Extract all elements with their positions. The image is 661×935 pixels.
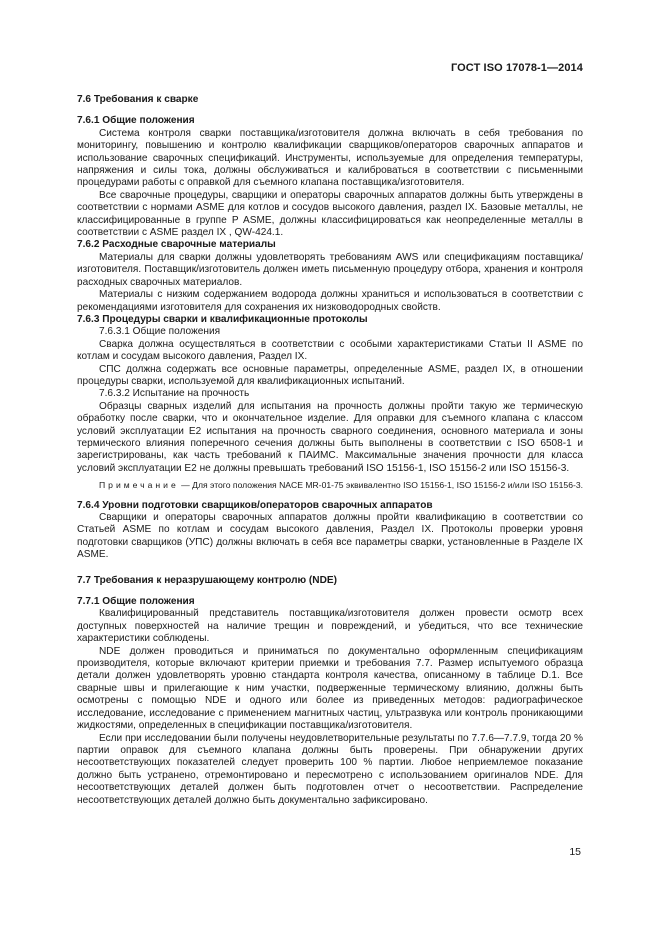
- section-heading-7-6: 7.6 Требования к сварке: [77, 94, 199, 105]
- note: [77, 480, 583, 490]
- section-heading-7-7: 7.7 Требования к неразрушающему контролю (NDE): [77, 574, 337, 586]
- paragraph: СПС должна содержать все основные параметры, определенные ASME, раздел IX, в отношении процедуры сварки, используемой для квалификационных испытаний.: [77, 363, 583, 387]
- subsection-heading-7-6-4: 7.6.4 Уровни подготовки сварщиков/операторов сварочных аппаратов: [77, 499, 433, 511]
- document-body: [77, 90, 583, 807]
- paragraph: Если при исследовании были получены неудовлетворительные результаты по 7.7.6—7.7.9, тогда 20 % партии оправок для съемного клапана должны быть проверены. При обнаружении других несоответствующих показателей следует проверить 100 % партии. Любое неприемлемое показание должно быть устранено, отремонтировано и пересмотрено с использованием оригиналов NDE. Для несоответствующих деталей должен быть подготовлен отчет о несоответствии. Распределение несоответствующих деталей должно быть документально зафиксировано.: [77, 732, 583, 806]
- note-text: — Для этого положения NACE MR-01-75 эквивалентно ISO 15156-1, ISO 15156-2 и/или ISO 15156-3.: [178, 480, 584, 491]
- note-label: Примечание: [99, 480, 179, 491]
- paragraph: Материалы для сварки должны удовлетворять требованиям AWS или спецификациям поставщика/изготовителя. Поставщик/изготовитель должен иметь письменную процедуру отбора, хранения и контроля расходных сварочных материалов.: [77, 251, 583, 288]
- clause-heading-7-6-3-1: 7.6.3.1 Общие положения: [99, 326, 221, 338]
- paragraph: Сварка должна осуществляться в соответствии с особыми характеристиками Статьи II ASME по котлам и сосудам высокого давления, Раздел IX.: [77, 338, 583, 363]
- paragraph: Образцы сварных изделий для испытания на прочность должны пройти такую же термическую обработку после сварки, что и окончательное изделие. Для оправки для съемного клапана с классом условий эксплуатации E2 испытания на прочность сварного соединения, основного материала и зоны термического влияния поперечного сечения должны быть выполнены в соответствии с ISO 6508-1 и зарегистрированы, как часть требований к ПАИМС. Максимальные значения прочности для класса условий эксплуатации E2 не должны превышать требований ISO 15156-1, ISO 15156-2 или ISO 15156-3.: [77, 400, 583, 474]
- subsection-heading-7-6-2: 7.6.2 Расходные сварочные материалы: [77, 239, 276, 251]
- paragraph: NDE должен проводиться и приниматься по документально оформленным спецификациям производителя, которые включают критерии приемки и требования 7.7. Размер испытуемого образца детали должен удовлетворять уровню стандарта контроля качества, описанному в таблице D.1. Все сварные швы и прилегающие к ним участки, подверженные термическому влиянию, должны быть осмотрены с помощью NDE и одного или более из приведенных методов: радиографическое исследование, исследование с применением магнитных частиц, ультразвука или контроль проникающими жидкостями, определенных в спецификации поставщика/изготовителя.: [77, 645, 583, 732]
- paragraph: Материалы с низким содержанием водорода должны храниться и использоваться в соответствии с рекомендациями изготовителя для сохранения их низководородных свойств.: [77, 289, 583, 313]
- clause-heading-7-6-3-2: 7.6.3.2 Испытание на прочность: [99, 388, 250, 400]
- subsection-heading-7-7-1: 7.7.1 Общие положения: [77, 596, 195, 608]
- paragraph: Квалифицированный представитель поставщика/изготовителя должен провести осмотр всех доступных поверхностей на наличие трещин и повреждений, и убедиться, что все технические характеристики соблюдены.: [77, 608, 583, 645]
- subsection-heading-7-6-1: 7.6.1 Общие положения: [77, 115, 195, 127]
- subsection-heading-7-6-3: 7.6.3 Процедуры сварки и квалификационные протоколы: [77, 313, 368, 325]
- document-code-header: ГОСТ ISO 17078-1—2014: [450, 62, 583, 74]
- paragraph: Система контроля сварки поставщика/изготовителя должна включать в себя требования по мониторингу, повышению и контролю квалификации сварщиков/операторов сварочных аппаратов и использование сварочных спецификаций. Инструменты, используемые для определения температуры, напряжения и силы тока, должны обслуживаться и калиброваться в соответствии с письменными процедурами работы с оправкой для съемного клапана поставщика/изготовителя.: [77, 127, 583, 189]
- page-number: 15: [569, 846, 581, 858]
- paragraph: Сварщики и операторы сварочных аппаратов должны пройти квалификацию в соответствии со Статьей ASME по котлам и сосудам высокого давления, Раздел IX. Протоколы проверки уровня подготовки сварщиков (УПС) должны включать в себя все параметры сварки, установленные в Разделе IX ASME.: [77, 512, 583, 561]
- paragraph: Все сварочные процедуры, сварщики и операторы сварочных аппаратов должны быть утверждены в соответствии с нормами ASME для котлов и сосудов высокого давления, раздел IX. Базовые металлы, не классифицированные в группе P ASME, должны классифицироваться как неопределенные металлы в соответствии с ASME раздел IX , QW-424.1.: [77, 189, 583, 239]
